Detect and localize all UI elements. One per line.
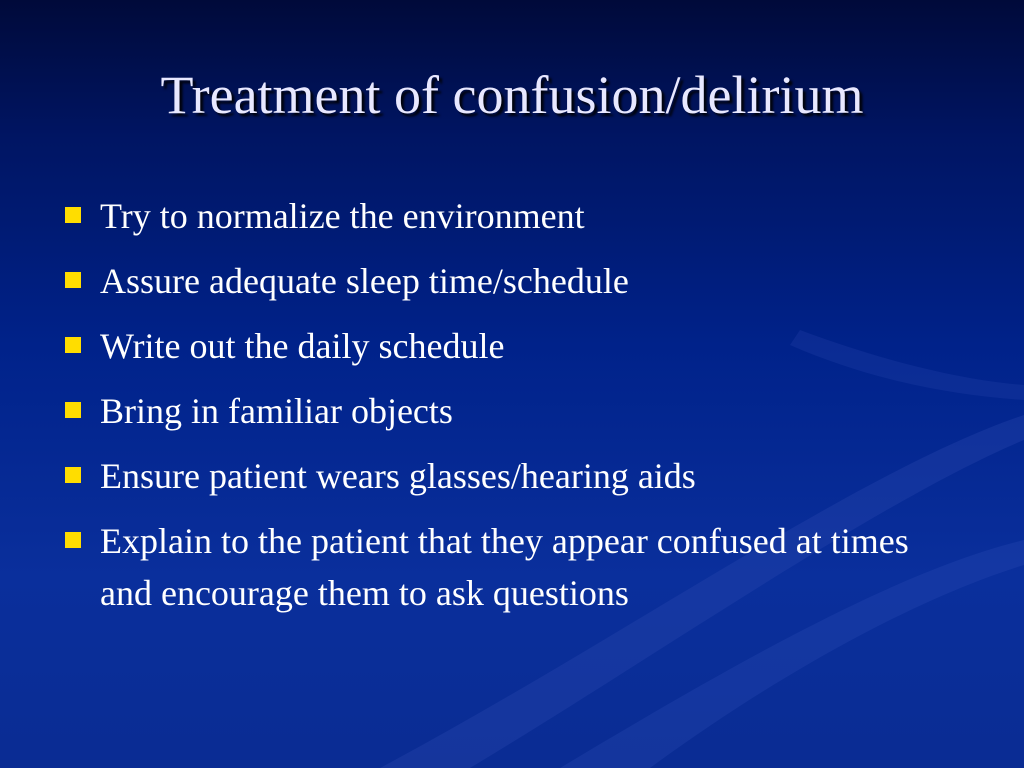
square-bullet-icon	[65, 532, 81, 548]
bullet-text: Ensure patient wears glasses/hearing aids	[100, 456, 696, 496]
bullet-text: Try to normalize the environment	[100, 196, 585, 236]
bullet-item	[62, 385, 962, 437]
bullet-item	[62, 190, 962, 242]
square-bullet-icon	[65, 207, 81, 223]
bullet-item	[62, 450, 962, 502]
bullet-text: Assure adequate sleep time/schedule	[100, 261, 629, 301]
bullet-item	[62, 320, 962, 372]
bullet-text: Explain to the patient that they appear confused at times and encourage them to ask questions	[100, 521, 909, 613]
bullet-item	[62, 255, 962, 307]
square-bullet-icon	[65, 337, 81, 353]
bullet-list	[62, 190, 962, 632]
square-bullet-icon	[65, 402, 81, 418]
square-bullet-icon	[65, 272, 81, 288]
bullet-text: Bring in familiar objects	[100, 391, 453, 431]
slide-title: Treatment of confusion/delirium	[160, 65, 864, 125]
bullet-item	[62, 515, 962, 619]
square-bullet-icon	[65, 467, 81, 483]
bullet-text: Write out the daily schedule	[100, 326, 505, 366]
